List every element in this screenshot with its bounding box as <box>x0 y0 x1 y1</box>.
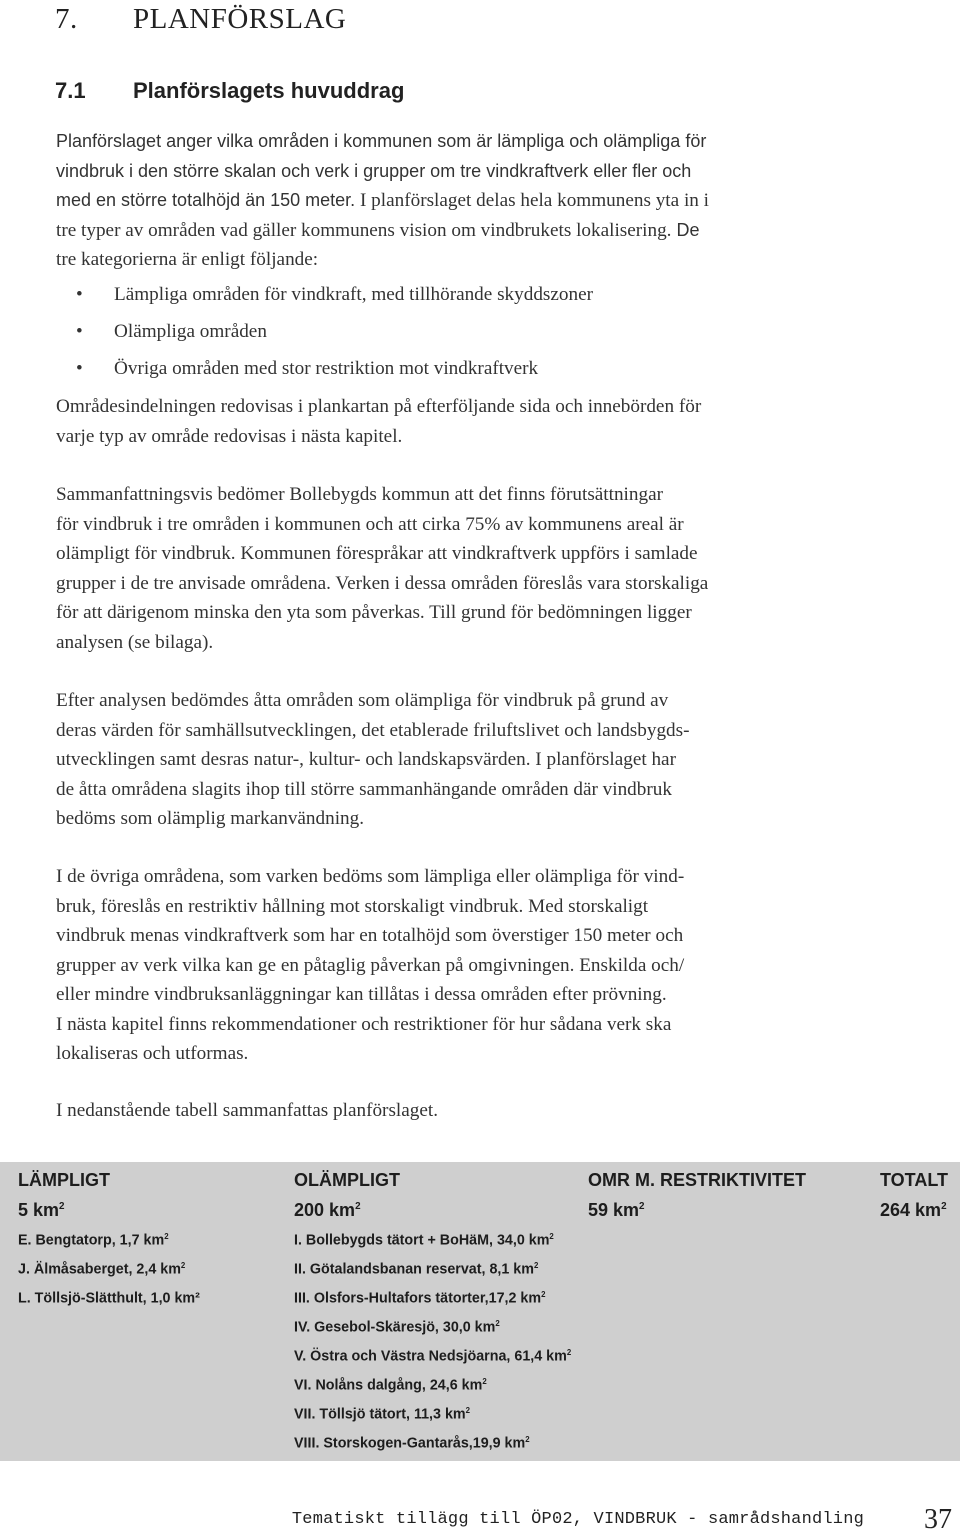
column-total <box>880 1192 948 1222</box>
area-label: E. Bengtatorp, 1,7 km <box>18 1232 165 1249</box>
paragraph-line: I de övriga områdena, som varken bedöms som lämpliga eller olämpliga för vind- <box>56 866 685 887</box>
intro-line-sans: med en större totalhöjd än 150 meter. <box>56 190 356 210</box>
paragraph-line: grupper i de tre anvisade områdena. Verken i dessa områden föreslås vara storskaliga <box>56 572 709 594</box>
table-row <box>294 1425 571 1454</box>
area-label: VI. Nolåns dalgång, 24,6 km <box>294 1377 483 1394</box>
category-list <box>56 280 593 391</box>
list-item <box>56 280 593 317</box>
column-total <box>294 1192 571 1222</box>
unit-superscript: 2 <box>465 1406 470 1415</box>
intro-line: tre kategorierna är enligt följande: <box>56 249 319 270</box>
table-column-restricted <box>588 1162 806 1222</box>
chapter-number: 7. <box>55 3 78 35</box>
unit-superscript: 2 <box>525 1435 530 1444</box>
list-item-label: Lämpliga områden för vindkraft, med tillhörande skyddszoner <box>114 284 594 305</box>
paragraph-line: deras värden för samhällsutvecklingen, det etablerade friluftslivet och landsbygds- <box>56 719 690 741</box>
unit-superscript: 2 <box>566 1348 572 1357</box>
chapter-title: PLANFÖRSLAG <box>133 3 347 35</box>
unit-superscript: 2 <box>541 1290 546 1299</box>
unit-superscript: 2 <box>180 1261 186 1270</box>
unit-superscript: 2 <box>639 1201 645 1212</box>
column-header: OLÄMPLIGT <box>294 1170 400 1190</box>
area-label: V. Östra och Västra Nedsjöarna, 61,4 km <box>294 1348 567 1365</box>
intro-paragraph <box>56 127 876 275</box>
table-row <box>294 1222 571 1251</box>
column-header: OMR M. RESTRIKTIVITET <box>588 1170 806 1190</box>
intro-line: vindbruk i den större skalan och verk i grupper om tre vindkraftverk eller fler och <box>56 160 692 181</box>
section-heading <box>55 74 404 108</box>
intro-line <box>56 216 876 246</box>
column-header: TOTALT <box>880 1170 948 1190</box>
paragraph-line: vindbruk menas vindkraftverk som har en totalhöjd som överstiger 150 meter och <box>56 925 684 946</box>
list-item <box>56 354 593 391</box>
paragraph-line: bruk, föreslås en restriktiv hållning mot storskaligt vindbruk. Med storskaligt <box>56 895 649 917</box>
paragraph-line: eller mindre vindbruksanläggningar kan tillåtas i dessa områden efter prövning. <box>56 984 667 1005</box>
paragraph-line: I nedanstående tabell sammanfattas planförslaget. <box>56 1100 438 1121</box>
paragraph-line: Efter analysen bedömdes åtta områden som olämpliga för vindbruk på grund av <box>56 690 669 711</box>
column-header: LÄMPLIGT <box>18 1170 110 1190</box>
page-footer: Tematiskt tillägg till ÖP02, VINDBRUK - samrådshandling <box>291 1510 864 1529</box>
division-paragraph <box>56 392 876 451</box>
table-row <box>294 1309 571 1338</box>
unit-superscript: 2 <box>355 1201 361 1212</box>
intro-line-serif: I planförslaget delas hela kommunens yta in i <box>355 190 709 211</box>
area-label: VIII. Storskogen-Gantarås,19,9 km <box>294 1435 526 1452</box>
unit-superscript: 2 <box>495 1319 500 1328</box>
unit-superscript: 2 <box>482 1377 487 1386</box>
table-column-unsuitable <box>294 1162 571 1454</box>
unit-superscript: 2 <box>59 1201 65 1212</box>
paragraph-line: Sammanfattningsvis bedömer Bollebygds kommun att det finns förutsättningar <box>56 484 663 505</box>
intro-line-serif: tre typer av områden vad gäller kommunens vision om vindbrukets lokalisering. <box>56 219 672 241</box>
table-row <box>294 1396 571 1425</box>
unit-superscript: 2 <box>941 1201 947 1212</box>
table-row <box>18 1280 200 1309</box>
total-value: 59 km <box>588 1199 640 1220</box>
table-row <box>18 1222 200 1251</box>
paragraph-line: bedöms som olämplig markanvändning. <box>56 808 365 829</box>
section-number: 7.1 <box>55 78 86 103</box>
unit-superscript: 2 <box>549 1232 554 1241</box>
paragraph-line: lokaliseras och utformas. <box>56 1043 249 1064</box>
area-label: III. Olsfors-Hultafors tätorter,17,2 km <box>294 1290 542 1307</box>
paragraph-line: varje typ av område redovisas i nästa kapitel. <box>56 425 403 447</box>
table-row <box>294 1280 571 1309</box>
area-label: II. Götalandsbanan reservat, 8,1 km <box>294 1261 534 1278</box>
table-row <box>294 1367 571 1396</box>
intro-line <box>56 186 876 216</box>
intro-line-sans: De <box>671 219 700 240</box>
area-label: J. Älmåsaberget, 2,4 km <box>18 1261 181 1278</box>
section-title: Planförslagets huvuddrag <box>133 78 405 103</box>
bullet-icon: • <box>76 321 83 342</box>
other-areas-paragraph <box>56 862 876 1069</box>
total-value: 264 km <box>880 1199 942 1220</box>
list-item <box>56 317 593 354</box>
summary-table <box>0 1162 960 1461</box>
table-row <box>18 1251 200 1280</box>
paragraph-line: grupper av verk vilka kan ge en påtaglig påverkan på omgivningen. Enskilda och/ <box>56 954 685 976</box>
table-column-suitable <box>18 1162 200 1309</box>
paragraph-line: analysen (se bilaga). <box>56 631 214 653</box>
table-row <box>294 1251 571 1280</box>
paragraph-line: olämpligt för vindbruk. Kommunen förespråkar att vindkraftverk uppförs i samlade <box>56 543 698 564</box>
area-label: I. Bollebygds tätort + BoHäM, 34,0 km <box>294 1232 550 1249</box>
total-value: 200 km <box>294 1199 356 1220</box>
paragraph-line: Områdesindelningen redovisas i plankartan på efterföljande sida och innebörden för <box>56 396 702 417</box>
total-value: 5 km <box>18 1199 60 1220</box>
chapter-heading <box>55 0 346 38</box>
bullet-icon: • <box>76 358 83 379</box>
unit-superscript: 2 <box>533 1261 539 1270</box>
intro-line: Planförslaget anger vilka områden i kommunen som är lämpliga och olämpliga för <box>56 131 707 151</box>
table-intro-paragraph <box>56 1096 876 1126</box>
list-item-label: Olämpliga områden <box>114 321 267 342</box>
unit-superscript: 2 <box>164 1232 169 1241</box>
analysis-paragraph <box>56 686 876 834</box>
bullet-icon: • <box>76 284 83 305</box>
paragraph-line: utvecklingen samt desras natur-, kultur- och landskapsvärden. I planförslaget har <box>56 749 676 770</box>
paragraph-line: I nästa kapitel finns rekommendationer och restriktioner för hur sådana verk ska <box>56 1013 672 1035</box>
area-label: IV. Gesebol-Skäresjö, 30,0 km <box>294 1319 496 1336</box>
area-label: VII. Töllsjö tätort, 11,3 km <box>294 1406 466 1423</box>
paragraph-line: för vindbruk i tre områden i kommunen och att cirka 75% av kommunens areal är <box>56 513 684 535</box>
table-column-total <box>880 1162 948 1222</box>
area-label: L. Töllsjö-Slätthult, 1,0 km² <box>18 1290 200 1307</box>
paragraph-line: för att därigenom minska den yta som påverkas. Till grund för bedömningen ligger <box>56 602 692 623</box>
page-number: 37 <box>924 1504 952 1535</box>
table-row <box>294 1338 571 1367</box>
column-total <box>18 1192 200 1222</box>
list-item-label: Övriga områden med stor restriktion mot vindkraftverk <box>114 358 539 379</box>
column-total <box>588 1192 806 1222</box>
paragraph-line: de åtta områdena slagits ihop till större sammanhängande områden där vindbruk <box>56 778 672 800</box>
summary-paragraph <box>56 480 876 657</box>
